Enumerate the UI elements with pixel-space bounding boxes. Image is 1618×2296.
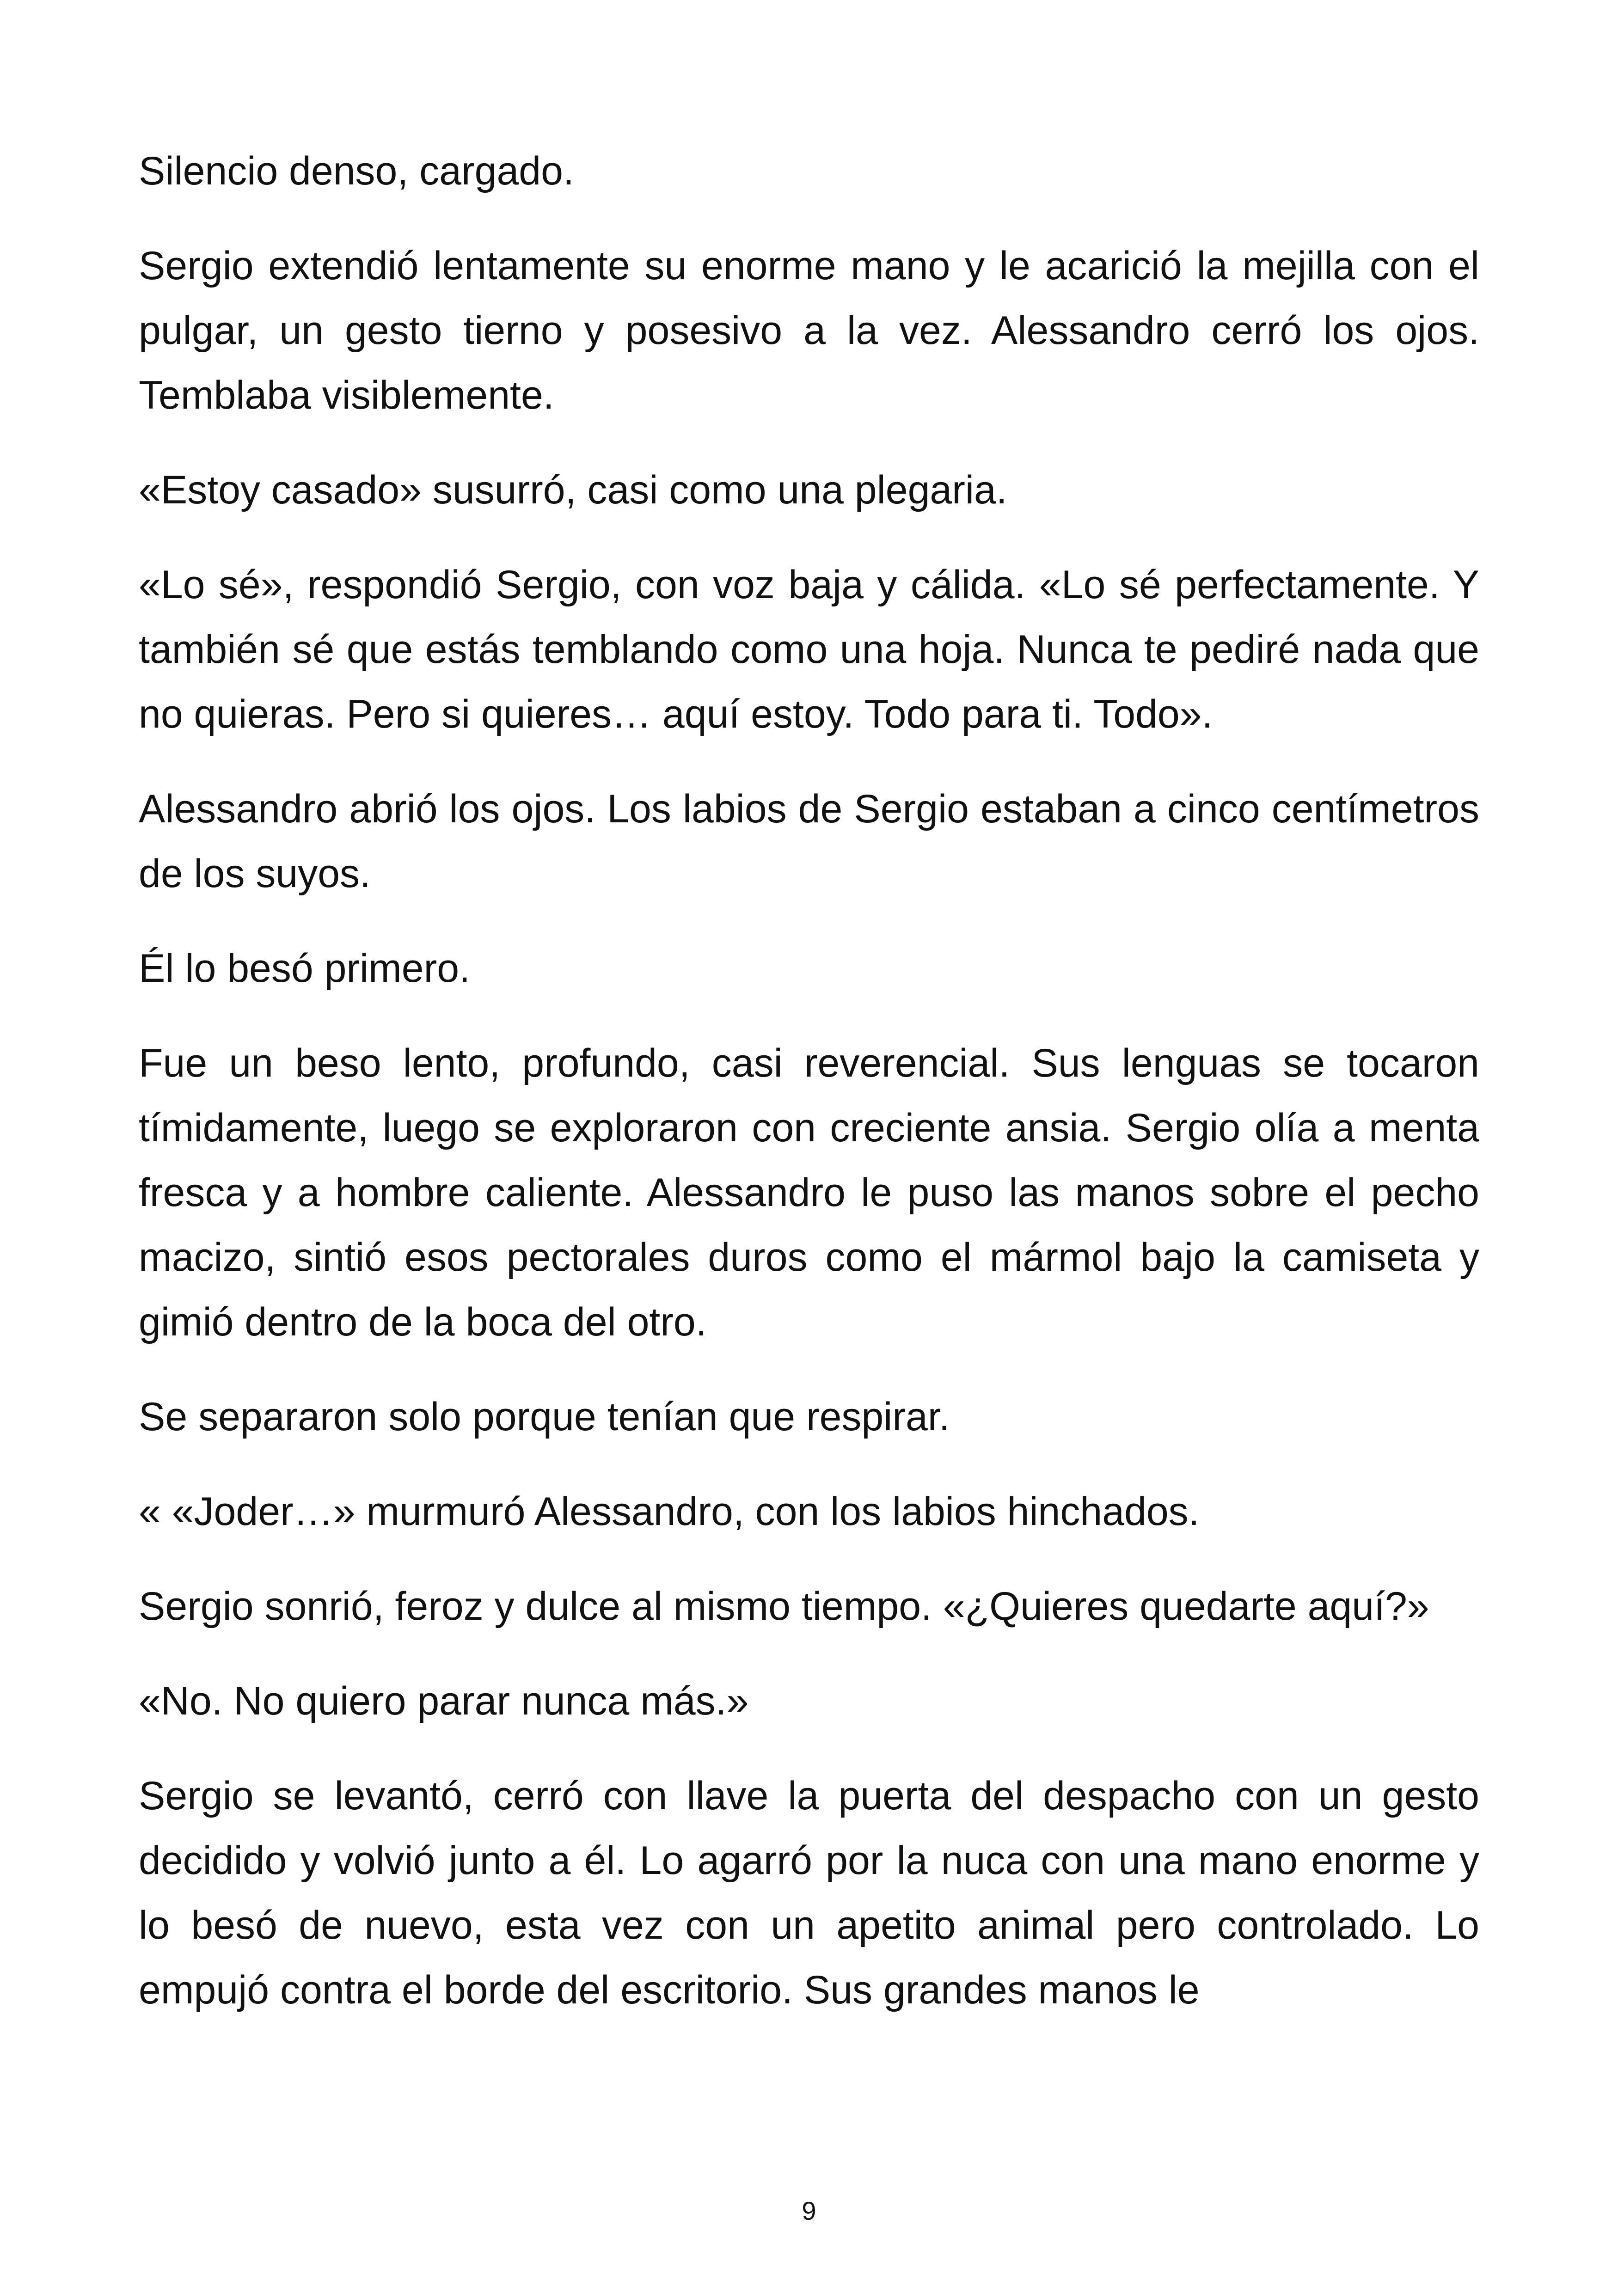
paragraph-8: Se separaron solo porque tenían que respirar. [139,1395,950,1439]
paragraph-11: «No. No quiero parar nunca más.» [139,1679,749,1723]
paragraph-2: Sergio extendió lentamente su enorme mano y le acarició la mejilla con el pulgar, un gesto tierno y posesivo a la vez. Alessandro cerró los ojos. Temblaba visiblemente. [139,244,1479,417]
body-text [139,139,1479,2022]
paragraph-9: « «Joder…» murmuró Alessandro, con los labios hinchados. [139,1489,1200,1534]
paragraph-12: Sergio se levantó, cerró con llave la puerta del despacho con un gesto decidido y volvió junto a él. Lo agarró por la nuca con una mano enorme y lo besó de nuevo, esta vez con un apetito animal pero controlado. Lo empujó contra el borde del escritorio. Sus grandes manos le [139,1774,1479,2012]
paragraph-3: «Estoy casado» susurró, casi como una plegaria. [139,468,1007,512]
paragraph-6: Él lo besó primero. [139,946,470,991]
page-number: 9 [802,2196,816,2225]
paragraph-10: Sergio sonrió, feroz y dulce al mismo tiempo. «¿Quieres quedarte aquí?» [139,1584,1429,1629]
paragraph-1: Silencio denso, cargado. [139,149,574,193]
paragraph-4: «Lo sé», respondió Sergio, con voz baja y cálida. «Lo sé perfectamente. Y también sé que estás temblando como una hoja. Nunca te pediré nada que no quieras. Pero si quieres… aquí estoy. Todo para ti. Todo». [139,563,1479,736]
paragraph-5: Alessandro abrió los ojos. Los labios de Sergio estaban a cinco centímetros de los suyos. [139,787,1479,896]
paragraph-7: Fue un beso lento, profundo, casi reverencial. Sus lenguas se tocaron tímidamente, luego se exploraron con creciente ansia. Sergio olía a menta fresca y a hombre caliente. Alessandro le puso las manos sobre el pecho macizo, sintió esos pectorales duros como el mármol bajo la camiseta y gimió dentro de la boca del otro. [139,1041,1479,1344]
